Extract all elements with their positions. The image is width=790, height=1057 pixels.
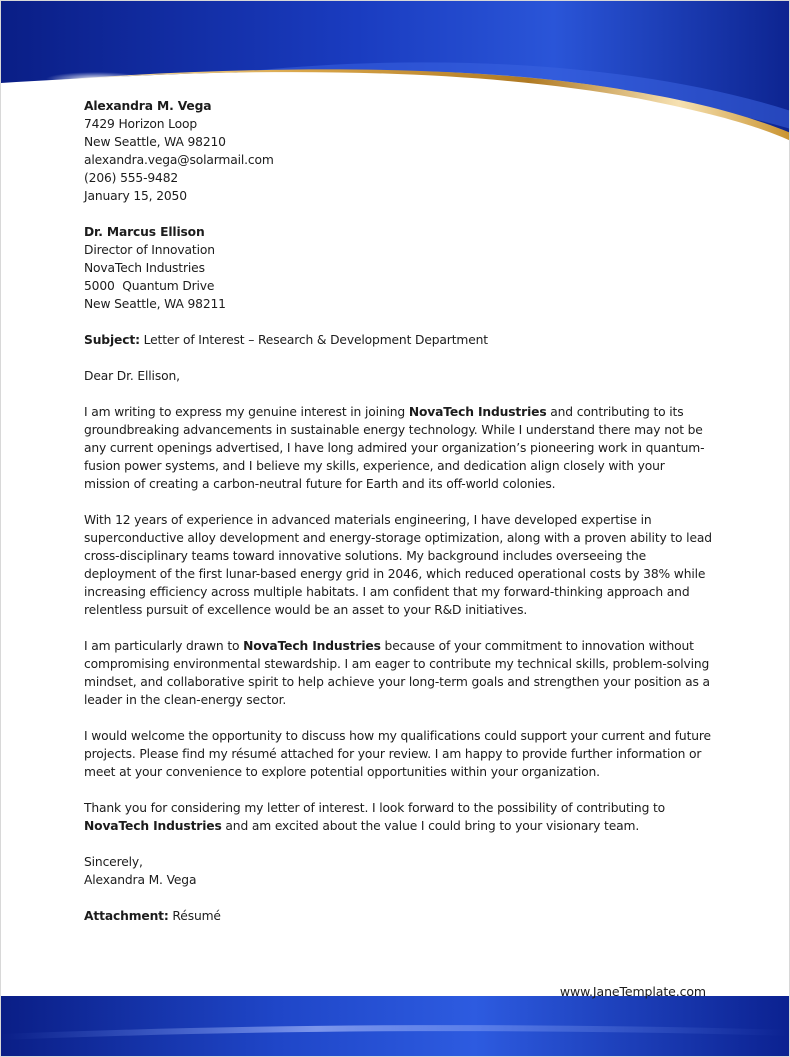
recipient-address-line2: New Seattle, WA 98211 <box>84 297 226 311</box>
subject-text: Letter of Interest – Research & Development Department <box>139 333 488 347</box>
paragraph-2: With 12 years of experience in advanced materials engineering, I have developed expertise in superconductive alloy development and energy-storage optimization, along with a proven ability to lead cross-disciplinary teams toward innovative solutions. My background includes overseeing the deployment of the first lunar-based energy grid in 2046, which reduced operational costs by 38% while increasing efficiency across multiple habitats. I am confident that my forward-thinking approach and relentless pursuit of excellence would be an asset to your R&D initiatives. <box>84 513 712 617</box>
attachment-label: Attachment: <box>84 909 169 923</box>
sender-phone: (206) 555-9482 <box>84 171 179 185</box>
sender-address-line1: 7429 Horizon Loop <box>84 117 198 131</box>
sender-address-line2: New Seattle, WA 98210 <box>84 135 226 149</box>
subject-line <box>84 331 714 349</box>
sender-email: alexandra.vega@solarmail.com <box>84 153 274 167</box>
recipient-title: Director of Innovation <box>84 243 215 257</box>
paragraph-5 <box>84 799 714 835</box>
sender-name: Alexandra M. Vega <box>84 99 212 113</box>
salutation: Dear Dr. Ellison, <box>84 369 180 383</box>
sender-block <box>84 97 714 205</box>
paragraph-3-text-b: because of your commitment to innovation without compromising environmental stewardship. I am eager to contribute my technical skills, problem-solving mindset, and collaborative spirit to help achieve your long-term goals and strengthen your position as a leader in the clean-energy sector. <box>84 639 710 707</box>
valediction: Sincerely, <box>84 855 143 869</box>
paragraph-1 <box>84 403 714 493</box>
closing-block <box>84 853 714 889</box>
attachment-line <box>84 907 714 925</box>
recipient-block <box>84 223 714 313</box>
paragraph-1-company: NovaTech Industries <box>408 405 547 419</box>
paragraph-3 <box>84 637 714 709</box>
letter-date: January 15, 2050 <box>84 189 187 203</box>
letter-body <box>84 97 714 925</box>
recipient-name: Dr. Marcus Ellison <box>84 225 205 239</box>
paragraph-3-text-a: I am particularly drawn to <box>84 639 244 653</box>
footer-band-graphic <box>1 996 790 1056</box>
signature-name: Alexandra M. Vega <box>84 873 197 887</box>
paragraph-5-text-b: and am excited about the value I could bring to your visionary team. <box>221 819 640 833</box>
recipient-company: NovaTech Industries <box>84 261 205 275</box>
paragraph-1-text-b: and contributing to its groundbreaking advancements in sustainable energy technology. While I understand there may not be any current openings advertised, I have long admired your organization’s pioneering work in quantum-fusion power systems, and I believe my skills, experience, and dedication align closely with your mission of creating a carbon-neutral future for Earth and its off-world colonies. <box>84 405 705 491</box>
paragraph-4: I would welcome the opportunity to discuss how my qualifications could support your current and future projects. Please find my résumé attached for your review. I am happy to provide further information or meet at your convenience to explore potential opportunities within your organization. <box>84 729 711 779</box>
paragraph-3-company: NovaTech Industries <box>243 639 381 653</box>
paragraph-5-text-a: Thank you for considering my letter of interest. I look forward to the possibility of contributing to <box>84 801 666 815</box>
paragraph-1-text-a: I am writing to express my genuine interest in joining <box>84 405 409 419</box>
recipient-address-line1: 5000 Quantum Drive <box>84 279 215 293</box>
paragraph-5-company: NovaTech Industries <box>84 819 222 833</box>
subject-label: Subject: <box>84 333 140 347</box>
attachment-text: Résumé <box>168 909 221 923</box>
footer-website-link[interactable]: www.JaneTemplate.com <box>559 984 706 999</box>
